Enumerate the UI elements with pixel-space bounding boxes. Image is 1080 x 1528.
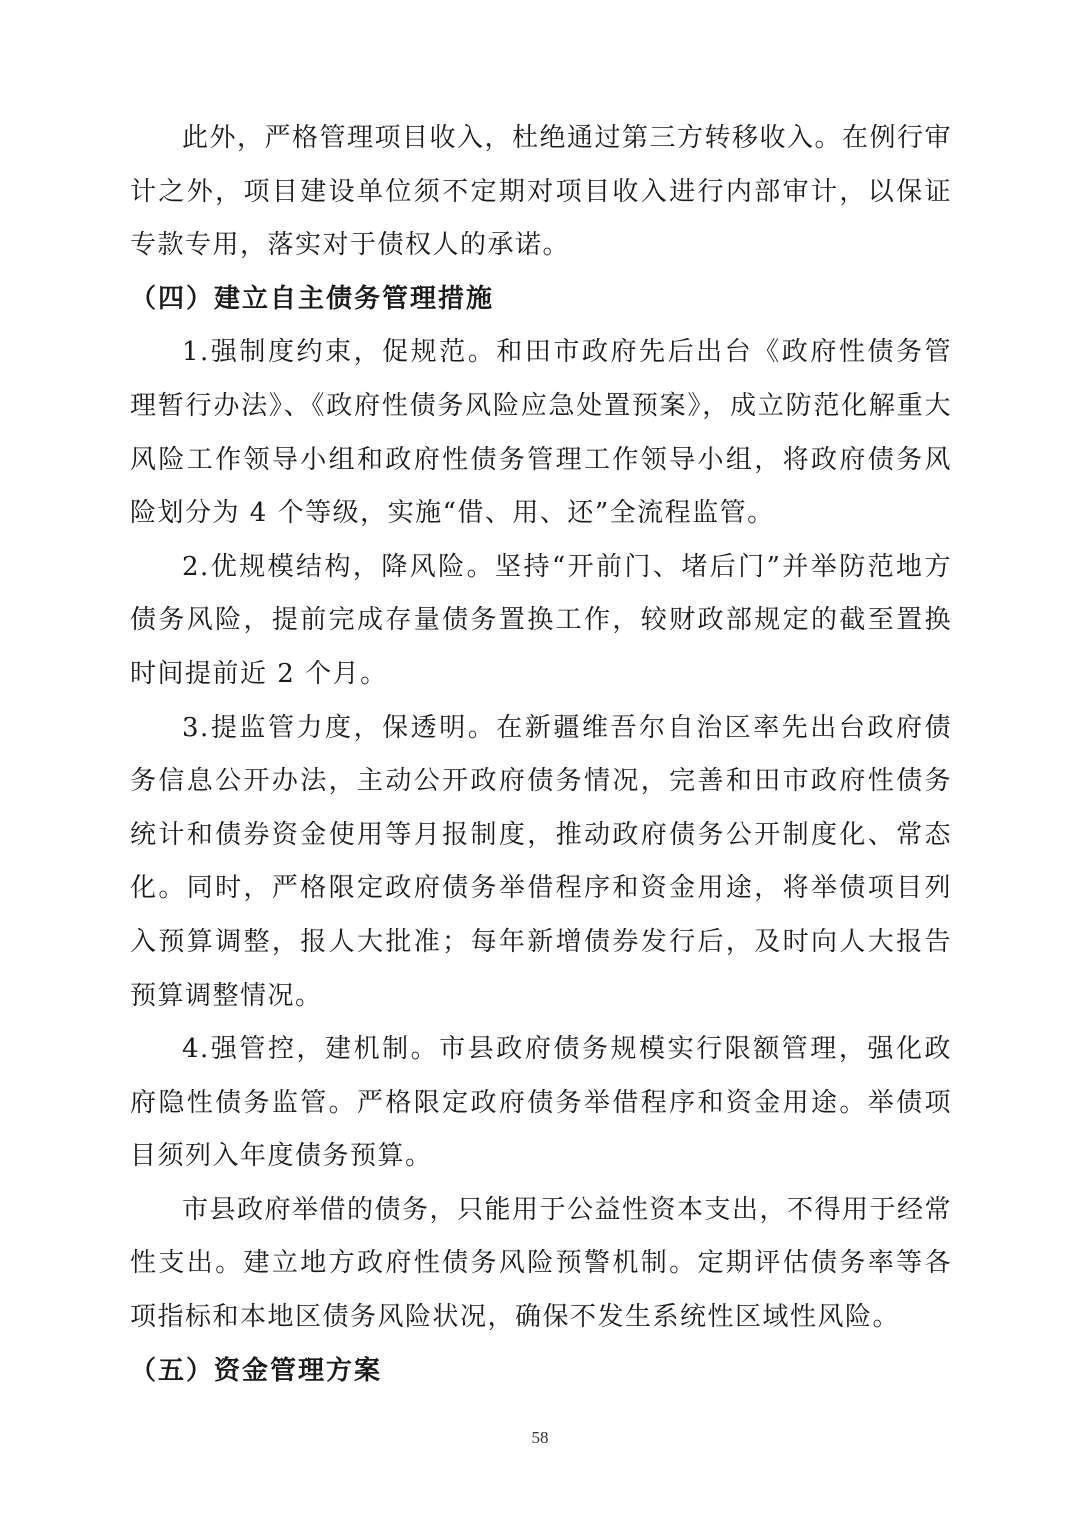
section-heading-4: （四）建立自主债务管理措施 xyxy=(130,283,495,314)
paragraph-item-4: 4.强管控，建机制。市县政府债务规模实行限额管理，强化政府隐性债务监管。严格限定政府债务举借程序和资金用途。举债项目须列入年度债务预算。 xyxy=(130,1034,952,1172)
page-number: 58 xyxy=(531,1428,549,1447)
paragraph-item-1: 1.强制度约束，促规范。和田市政府先后出台《政府性债务管理暂行办法》、《政府性债务风险应急处置预案》，成立防范化解重大风险工作领导小组和政府性债务管理工作领导小组，将政府债务风险划分为 4 个等级，实施“借、用、还”全流程监管。 xyxy=(130,337,952,529)
paragraph-item-3: 3.提监管力度，保透明。在新疆维吾尔自治区率先出台政府债务信息公开办法，主动公开政府债务情况，完善和田市政府性债务统计和债券资金使用等月报制度，推动政府债务公开制度化、常态化。同时，严格限定政府债务举借程序和资金用途，将举债项目列入预算调整，报人大批准；每年新增债券发行后，及时向人大报告预算调整情况。 xyxy=(130,712,952,1011)
paragraph-item-2: 2.优规模结构，降风险。坚持“开前门、堵后门”并举防范地方债务风险，提前完成存量债务置换工作，较财政部规定的截至置换时间提前近 2 个月。 xyxy=(130,551,952,689)
document-body xyxy=(130,112,952,1398)
section-heading-5: （五）资金管理方案 xyxy=(130,1355,383,1386)
paragraph-debt-usage: 市县政府举借的债务，只能用于公益性资本支出，不得用于经常性支出。建立地方政府性债务风险预警机制。定期评估债务率等各项指标和本地区债务风险状况，确保不发生系统性区域性风险。 xyxy=(130,1194,953,1333)
paragraph-revenue-management: 此外，严格管理项目收入，杜绝通过第三方转移收入。在例行审计之外，项目建设单位须不定期对项目收入进行内部审计，以保证专款专用，落实对于债权人的承诺。 xyxy=(130,123,953,261)
